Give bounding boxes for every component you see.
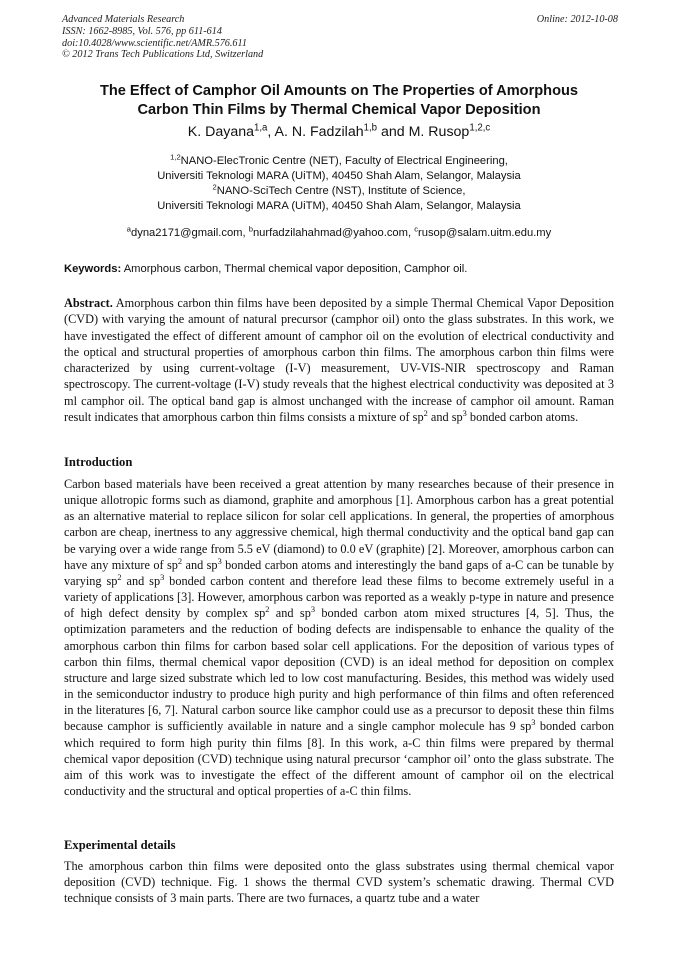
doi-line: doi:10.4028/www.scientific.net/AMR.576.611 (62, 37, 247, 49)
affiliation-2-sup: 2 (212, 182, 217, 192)
intro-sup-7: 3 (531, 718, 536, 728)
title-line-1: The Effect of Camphor Oil Amounts on The Properties of Amorphous (99, 83, 579, 99)
affiliation-1-line-2: Universiti Teknologi MARA (UiTM), 40450 Shah Alam, Selangor, Malaysia (157, 170, 521, 182)
email-c-sup: c (414, 224, 418, 234)
affiliation-1-line-1: NANO-ElecTronic Centre (NET), Faculty of Electrical Engineering, (180, 155, 508, 167)
intro-sup-3: 2 (117, 572, 122, 582)
affiliation-2-line-1: NANO-SciTech Centre (NST), Institute of Science, (216, 185, 466, 197)
affiliations (40, 154, 638, 214)
intro-text-3: bonded carbon atoms and interestingly the band gaps of a-C can be tunable by varying sp (64, 557, 614, 588)
author-1-affil: 1,a (254, 122, 268, 134)
email-b-sup: b (248, 224, 253, 234)
intro-sup-4: 3 (160, 572, 165, 582)
email-a: dyna2171@gmail.com, (131, 227, 246, 239)
abstract-text-1: Amorphous carbon thin films have been deposited by a simple Thermal Chemical Vapor Deposition (CVD) with varying the amount of natural precursor (camphor oil) onto the glass substrates. In this work, we have investigated the effect of different amount of camphor oil on the evolution of electrical conductivity and the optical and structural properties of amorphous carbon thin films. The amorphous carbon thin films were characterized by using current-voltage (I-V) measurement, UV-VIS-NIR spectroscopy and Raman spectroscopy. The current-voltage (I-V) study reveals that the highest electrical conductivity was deposited at 3 ml camphor oil. The optical band gap is almost unchanged with the increase of camphor oil amount. Raman result indicates that amorphous carbon thin films consists a mixture of sp (64, 296, 614, 425)
email-c: rusop@salam.uitm.edu.my (418, 227, 552, 239)
intro-sup-2: 3 (217, 556, 222, 566)
keywords (64, 262, 624, 277)
affiliation-1-sup: 1,2 (170, 152, 181, 162)
intro-sup-6: 3 (310, 605, 316, 615)
author-3: M. Rusop (408, 124, 470, 140)
abstract-label: Abstract. (64, 296, 113, 310)
email-b: nurfadzilahahmad@yahoo.com, (252, 227, 412, 239)
intro-text-1: Carbon based materials have been received a great attention by many researches because of their presence in unique allotropic forms such as diamond, graphite and amorphous [1]. Amorphous carbon has a great potential as an alternative material to replace silicon for solar cell applications. In general, the properties of amorphous carbon are cheap, inertness to any aggressive chemical, high thermal conductivity and the optical band gap can be varying over a wide range from 5.5 eV (diamond) to 0.0 eV (graphite) [2]. Moreover, amorphous carbon can have any mixture of sp (64, 477, 614, 572)
experimental-heading: Experimental details (64, 838, 176, 852)
affiliation-1 (40, 154, 638, 169)
author-1: K. Dayana (187, 124, 254, 140)
author-and: and (380, 124, 405, 140)
title-line-2: Carbon Thin Films by Thermal Chemical Vapor Deposition (137, 102, 541, 118)
keywords-text: Amorphous carbon, Thermal chemical vapor deposition, Camphor oil. (123, 263, 468, 275)
keywords-label: Keywords: (64, 263, 122, 275)
introduction-heading: Introduction (64, 455, 133, 469)
author-emails (40, 226, 638, 241)
author-3-affil: 1,2,c (469, 122, 491, 134)
intro-text-4: and sp (121, 573, 161, 588)
journal-header (62, 14, 618, 61)
intro-sup-1: 2 (177, 556, 183, 566)
journal-name: Advanced Materials Research (62, 14, 185, 25)
author-2-affil: 1,b (363, 122, 378, 134)
online-date: Online: 2012-10-08 (536, 14, 618, 25)
abstract-text-2: and sp (427, 410, 463, 425)
intro-text-8: bonded carbon which required to form high purity thin films [8]. In this work, a-C thin films were prepared by thermal chemical vapor deposition (CVD) technique using natural precursor ‘camphor oil’ onto the glass substrate. The aim of this work was to investigate the effect of the different amount of camphor oil on the electrical conductivity and the structural and optical properties of a-C thin films. (64, 719, 614, 798)
introduction-body (64, 476, 614, 799)
paper-title (40, 82, 638, 120)
abstract-sup-2: 3 (462, 408, 467, 418)
issn-line: ISSN: 1662-8985, Vol. 576, pp 611-614 (62, 25, 222, 37)
experimental-body: The amorphous carbon thin films were deposited onto the glass substrates using thermal chemical vapor deposition (CVD) technique. Fig. 1 shows the thermal CVD system’s schematic drawing. Thermal CVD technique consists of 3 main parts. There are two furnaces, a quartz tube and a water (64, 859, 614, 906)
author-list: K. Dayana$^{1,a}$, A. N. Fadzilah$^{1,b}$ and M. Rusop$^{1,2,c}$ (187, 122, 491, 140)
abstract (64, 295, 614, 425)
abstract-sup-1: 2 (423, 408, 428, 418)
intro-text-7: bonded carbon atom mixed structures [4, 5]. Thus, the optimization parameters and the reduction of boding defects are indispensable to enhance the quality of the amorphous carbon thin films for carbon based solar cell applications. For the deposition of various types of carbon thin films, thermal chemical vapor deposition (CVD) is an ideal method for deposition on complex structure and large sized substrate which led to low cost manufacturing. Besides, this method was widely used in the semiconductor industry to produce high purity and high performance of thin films and often referenced in the literatures [6, 7]. Natural carbon source like camphor could use as a precursor to deposit these thin films because camphor is sufficiently available in nature and a single camphor molecule has 9 sp (64, 606, 614, 734)
copyright-line: © 2012 Trans Tech Publications Ltd, Switzerland (62, 49, 264, 61)
intro-text-6: and sp (269, 606, 311, 621)
intro-sup-5: 2 (265, 605, 270, 615)
author-2: A. N. Fadzilah (274, 124, 364, 140)
email-a-sup: a (126, 224, 131, 234)
affiliation-2-line-2: Universiti Teknologi MARA (UiTM), 40450 Shah Alam, Selangor, Malaysia (157, 200, 521, 212)
affiliation-2 (40, 184, 638, 199)
abstract-text-3: bonded carbon atoms. (466, 410, 579, 425)
intro-text-2: and sp (182, 557, 218, 572)
intro-text-5: bonded carbon content and therefore lead these films to become extremely useful in a variety of applications [3]. However, amorphous carbon was reported as a weakly p-type in nature and presence of high defect density by complex sp (64, 573, 614, 621)
